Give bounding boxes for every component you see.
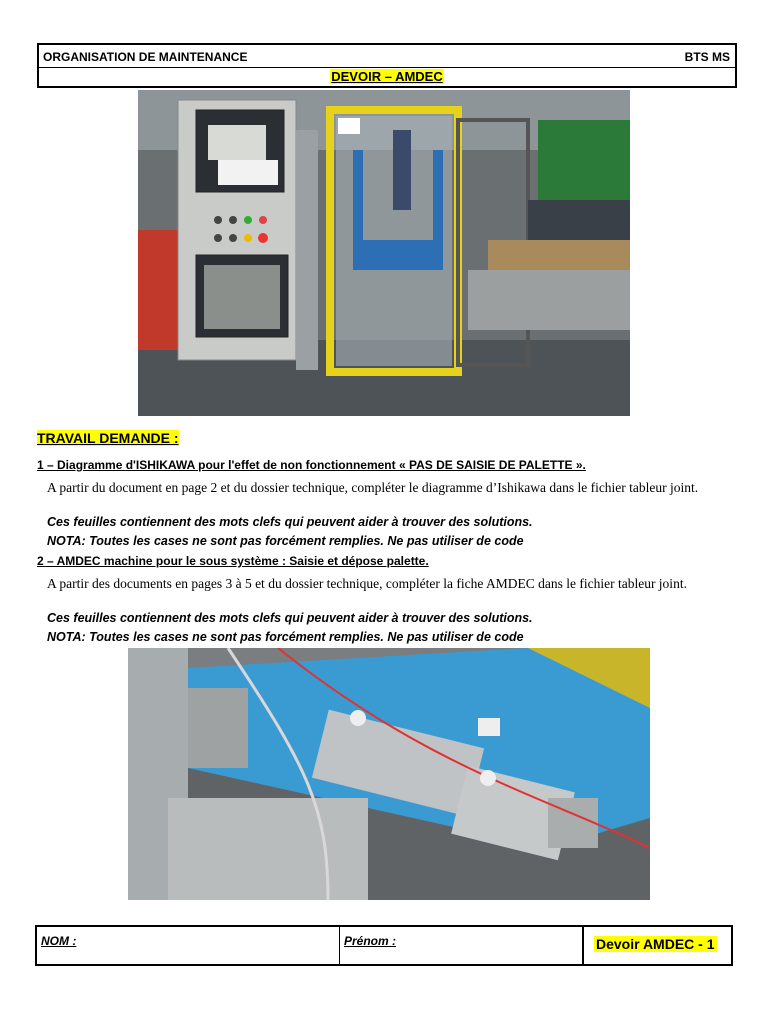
header-box: [37, 43, 737, 88]
cylinder-photo-svg: [128, 648, 650, 900]
document-title-text: DEVOIR – AMDEC: [331, 69, 443, 84]
header-divider: [39, 67, 735, 68]
nom-cell[interactable]: [37, 927, 340, 964]
section2-note1: Ces feuilles contiennent des mots clefs qui peuvent aider à trouver des solutions.: [47, 611, 533, 625]
section1-note1: Ces feuilles contiennent des mots clefs qui peuvent aider à trouver des solutions.: [47, 515, 533, 529]
course-title: ORGANISATION DE MAINTENANCE: [43, 50, 248, 64]
section2-paragraph: A partir des documents en pages 3 à 5 et du dossier technique, compléter la fiche AMDEC dans le fichier tableur joint.: [47, 576, 687, 591]
section-heading-travail: [37, 430, 179, 446]
travail-text: TRAVAIL DEMANDE :: [37, 430, 179, 446]
prenom-cell[interactable]: [340, 927, 584, 964]
devoir-cell: [584, 927, 731, 964]
section2-note2: NOTA: Toutes les cases ne sont pas forcément remplies. Ne pas utiliser de code: [47, 630, 524, 644]
cylinder-photo: [128, 648, 650, 900]
nom-label: NOM :: [41, 934, 77, 948]
machine-photo-svg: [138, 90, 630, 416]
document-title: [39, 69, 735, 84]
section1-heading: 1 – Diagramme d'ISHIKAWA pour l'effet de non fonctionnement « PAS DE SAISIE DE PALETTE ».: [37, 458, 586, 472]
section2-heading: 2 – AMDEC machine pour le sous système : Saisie et dépose palette.: [37, 554, 429, 568]
devoir-label: Devoir AMDEC - 1: [596, 936, 715, 952]
class-label: BTS MS: [684, 50, 730, 64]
section1-note2: NOTA: Toutes les cases ne sont pas forcément remplies. Ne pas utiliser de code: [47, 534, 524, 548]
prenom-label: Prénom :: [344, 934, 397, 948]
student-info-table: [35, 925, 733, 966]
machine-photo: [138, 90, 630, 416]
section1-paragraph: A partir du document en page 2 et du dossier technique, compléter le diagramme d’Ishikawa dans le fichier tableur joint.: [47, 480, 699, 495]
